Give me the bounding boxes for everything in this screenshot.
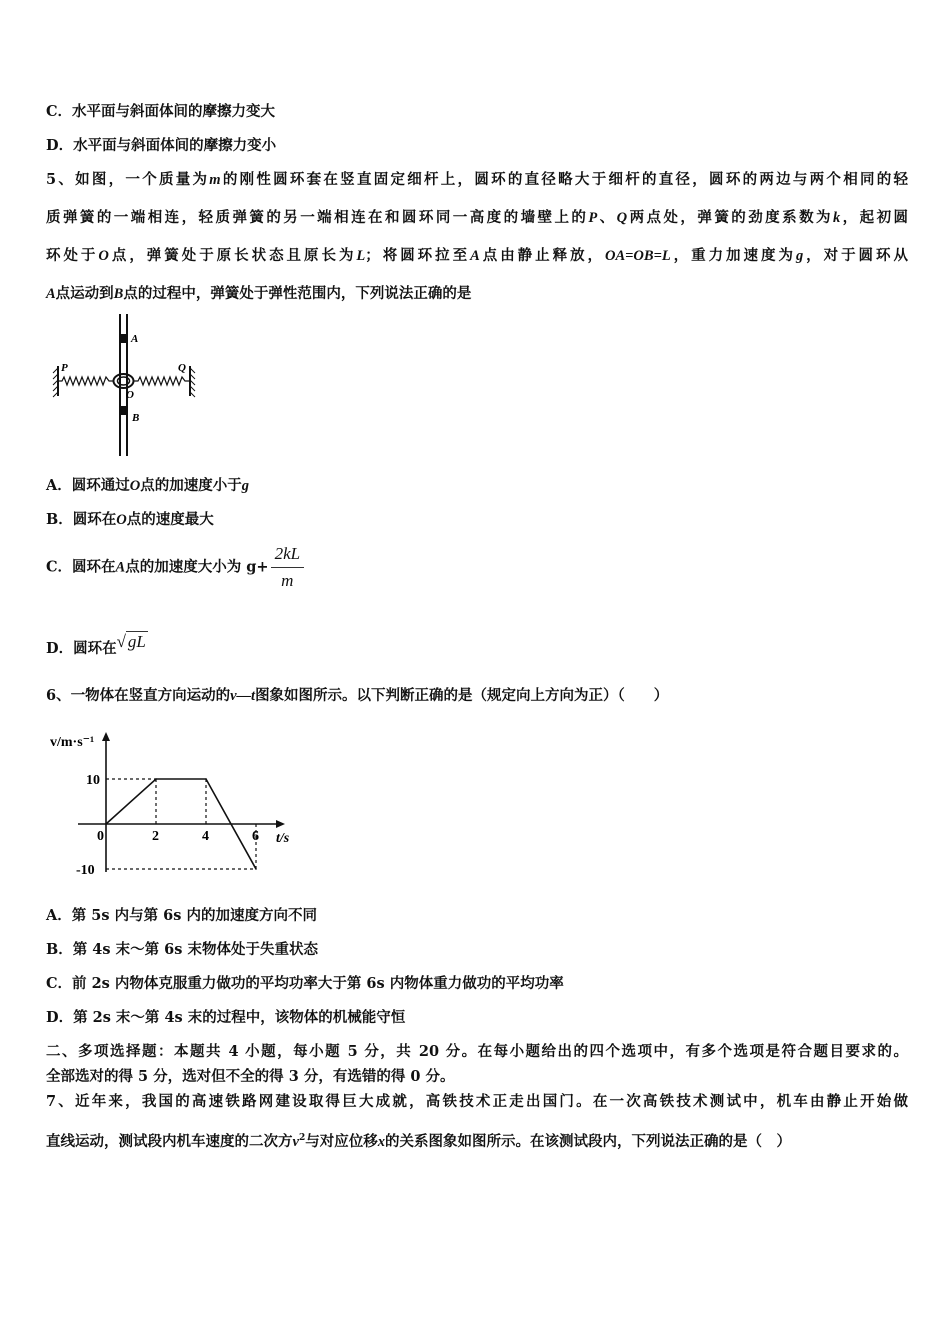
q5-option-d: D．圆环在√ gL <box>46 632 146 657</box>
q4-option-c: C．水平面与斜面体间的摩擦力变大 <box>46 103 276 120</box>
q5-stem-line-1: 5、如图，一个质量为m的刚性圆环套在竖直固定细杆上，圆环的直径略大于细杆的直径，圆环的两边与两个相同的轻 <box>46 171 908 188</box>
q5-stem-line-4: A点运动到B点的过程中，弹簧处于弹性范围内，下列说法正确的是 <box>46 285 472 302</box>
q5-stem-line-2: 质弹簧的一端相连，轻质弹簧的另一端相连在和圆环同一高度的墙壁上的P、Q两点处，弹簧的劲度系数为k，起初圆 <box>46 209 909 226</box>
sqrt-gl: √ gL <box>116 632 146 651</box>
x-tick-label: 2 <box>152 829 159 844</box>
x-axis-label: t/s <box>276 831 290 846</box>
x-axis-arrow <box>276 820 285 828</box>
x-tick-label: 4 <box>202 829 209 844</box>
q6-vt-chart <box>48 728 308 878</box>
q6-option-b: B．第 4s 末～第 6s 末物体处于失重状态 <box>46 941 318 958</box>
q7-stem-line-2: 直线运动，测试段内机车速度的二次方$v^2$与对应位移x的关系图象如图所示。在该测试段内，下列说法正确的是（ ） <box>46 1132 791 1150</box>
section-2-heading-line-1: 二、多项选择题：本题共 4 小题，每小题 5 分，共 20 分。在每小题给出的四个选项中，有多个选项是符合题目要求的。 <box>46 1043 908 1060</box>
q5-option-c: C．圆环在A点的加速度大小为 g+ $\frac{2kL}{m}$ <box>46 544 304 591</box>
x-tick-label: 6 <box>252 829 259 844</box>
q4-option-d: D．水平面与斜面体间的摩擦力变小 <box>46 137 277 154</box>
q7-stem-line-1: 7、近年来，我国的高速铁路网建设取得巨大成就，高铁技术正走出国门。在一次高铁技术测试中，机车由静止开始做 <box>46 1093 908 1110</box>
y-axis-label: v/m·s⁻¹ <box>50 735 95 750</box>
label-a: A <box>131 333 139 345</box>
q6-option-c: C．前 2s 内物体克服重力做功的平均功率大于第 6s 内物体重力做功的平均功率 <box>46 975 564 992</box>
label-q: Q <box>178 362 186 374</box>
x-tick-label: 0 <box>97 829 104 844</box>
q6-option-a: A．第 5s 内与第 6s 内的加速度方向不同 <box>46 907 317 924</box>
label-o: O <box>126 389 134 401</box>
label-p: P <box>61 362 68 374</box>
y-axis-arrow <box>102 732 110 741</box>
y-tick-label: 10 <box>86 773 100 788</box>
q5-option-b: B．圆环在O点的速度最大 <box>46 511 214 528</box>
q5-ring-spring-figure <box>50 314 200 459</box>
label-b: B <box>132 412 140 424</box>
q6-stem: 6、一物体在竖直方向运动的v—t图象如图所示。以下判断正确的是（规定向上方向为正）（ ） <box>46 687 669 704</box>
y-tick-label: -10 <box>76 863 95 878</box>
data-point <box>105 823 107 825</box>
q5-option-a: A．圆环通过O点的加速度小于g <box>46 477 249 494</box>
q5-stem-line-3: 环处于O点，弹簧处于原长状态且原长为L；将圆环拉至A点由静止释放，OA=OB=L，重力加速度为g，对于圆环从 <box>46 247 908 264</box>
section-2-heading-line-2: 全部选对的得 5 分，选对但不全的得 3 分，有选错的得 0 分。 <box>46 1068 455 1085</box>
q6-option-d: D．第 2s 末～第 4s 末的过程中，该物体的机械能守恒 <box>46 1009 406 1026</box>
fraction-2kl-over-m: $\frac{2kL}{m}$ <box>271 544 305 591</box>
